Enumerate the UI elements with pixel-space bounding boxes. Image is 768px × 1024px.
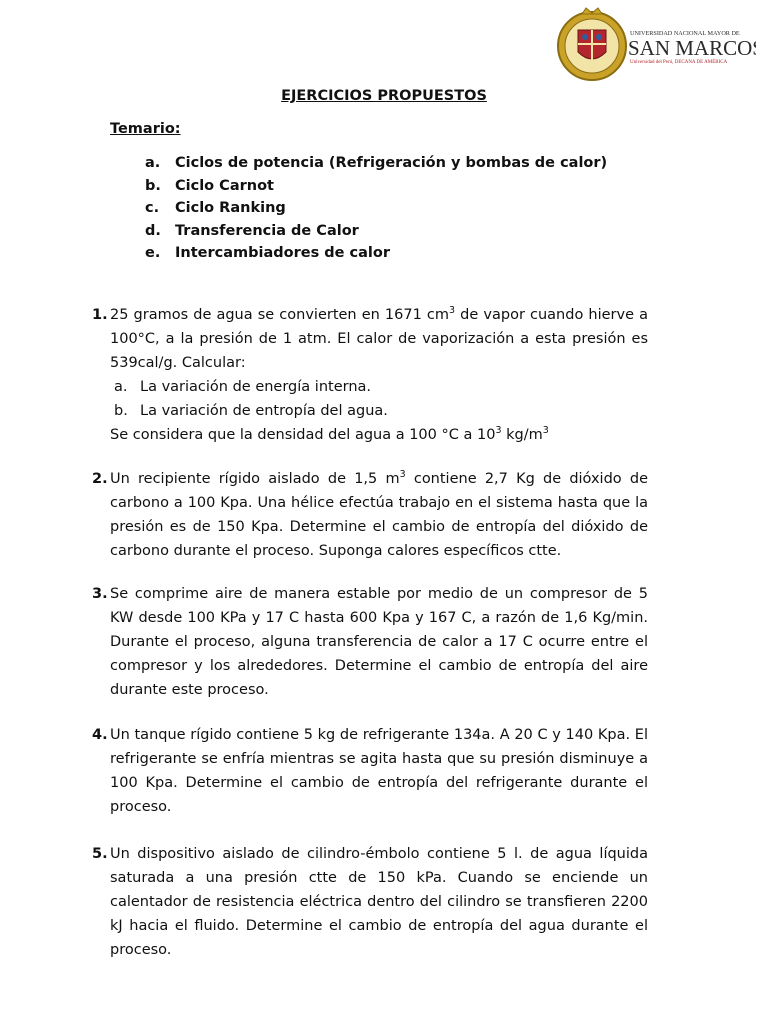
university-seal-icon: [556, 6, 756, 84]
question-3: [92, 582, 648, 702]
question-text: Un recipiente rígido aislado de 1,5 $m^3$ contiene 2,7 Kg de dióxido de carbono a 100 Kpa. Una hélice efectúa trabajo en el sistema hasta que la presión es de 150 Kpa. Determine el cambio de entropía del dióxido de carbono durante el proceso. Suponga calores específicos ctte.: [110, 469, 648, 559]
page-title: EJERCICIOS PROPUESTOS: [281, 88, 487, 104]
topic-item: e. Intercambiadores de calor: [145, 245, 390, 261]
question-5: [92, 842, 648, 962]
sub-item: b. La variación de entropía del agua.: [114, 403, 388, 419]
question-text: Un dispositivo aislado de cilindro-émbolo contiene 5 l. de agua líquida saturada a una presión ctte de 150 kPa. Cuando se enciende un calentador de resistencia eléctrica dentro del cilindro se transfieren 2200 kJ hacia el fluido. Determine el cambio de entropía del agua durante el proceso.: [110, 846, 648, 958]
logo-university-line: UNIVERSIDAD NACIONAL MAYOR DE: [630, 30, 740, 37]
question-number: 2.: [92, 471, 108, 487]
question-number: 1.: [92, 307, 108, 323]
topic-item: c. Ciclo Ranking: [145, 200, 286, 216]
question-note: Se considera que la densidad del agua a 100 °C a $10^3$ $kg/m^3$: [110, 425, 549, 443]
topic-item: a. Ciclos de potencia (Refrigeración y bombas de calor): [145, 155, 608, 171]
topics-list: [145, 152, 607, 265]
logo-subtitle: Universidad del Perú, DECANA DE AMÉRICA: [630, 60, 728, 65]
question-1: [92, 303, 648, 447]
sub-item: a. La variación de energía interna.: [114, 379, 372, 395]
topic-item: b. Ciclo Carnot: [145, 177, 274, 194]
question-number: 3.: [92, 586, 108, 602]
question-number: 4.: [92, 727, 108, 743]
question-number: 5.: [92, 846, 108, 862]
question-2: [92, 467, 648, 563]
logo-name: SAN MARCOS: [628, 36, 756, 60]
question-text: Se comprime aire de manera estable por medio de un compresor de 5 KW desde 100 KPa y 17 C hasta 600 Kpa y 167 C, a razón de 1,6 Kg/min. Durante el proceso, alguna transferencia de calor a 17 C ocurre entre el compresor y los alrededores. Determine el cambio de entropía del aire durante este proceso.: [110, 586, 648, 698]
question-4: [92, 723, 648, 819]
question-text: Un tanque rígido contiene 5 kg de refrigerante 134a. A 20 C y 140 Kpa. El refrigerante se enfría mientras se agita hasta que su presión disminuye a 100 Kpa. Determine el cambio de entropía del refrigerante durante el proceso.: [110, 727, 648, 815]
topic-item: d. Transferencia de Calor: [145, 222, 359, 239]
temario-label: Temario:: [110, 121, 181, 137]
question-text: 25 gramos de agua se convierten en 1671 $cm^3$ de vapor cuando hierve a 100°C, a la presión de 1 atm. El calor de vaporización a esta presión es 539cal/g. Calcular:: [110, 305, 648, 371]
university-logo: [556, 6, 756, 84]
